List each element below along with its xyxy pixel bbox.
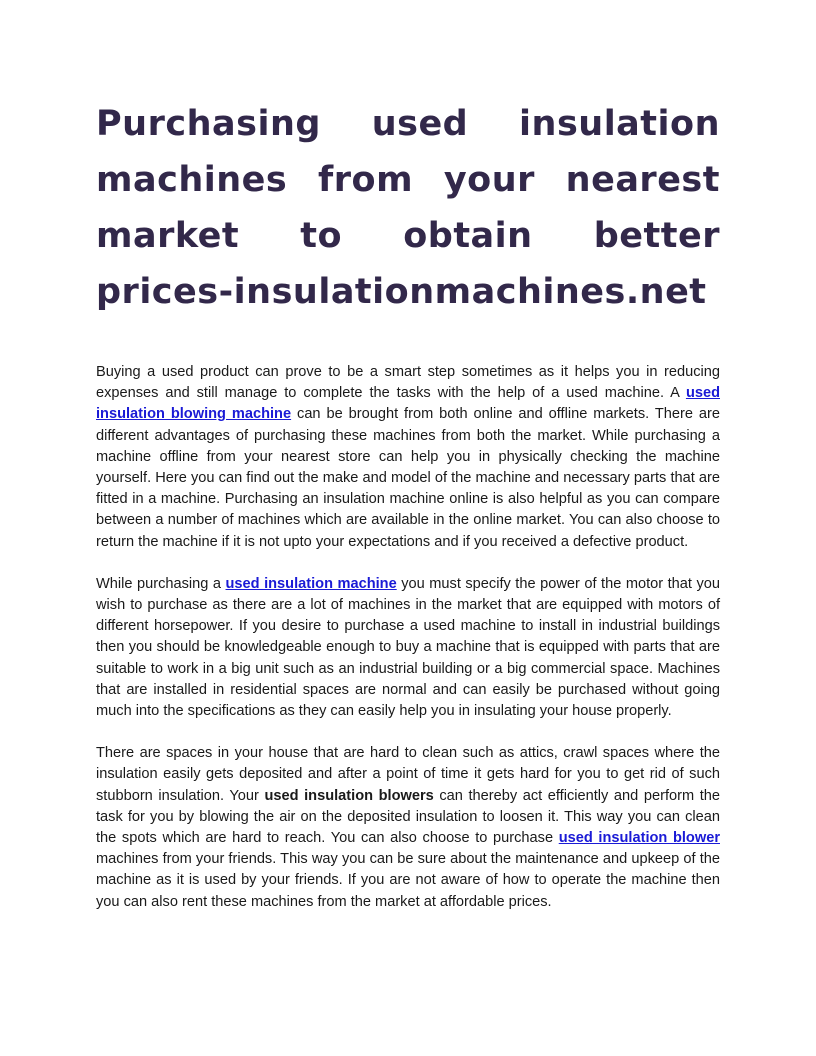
link-used-insulation-blowing-machine[interactable]: used insulation blowing machine bbox=[96, 385, 720, 423]
bold-used-insulation-blowers: used insulation blowers bbox=[264, 787, 434, 804]
link-used-insulation-blower[interactable]: used insulation blower bbox=[558, 830, 720, 847]
paragraph-text: can thereby act efficiently and perform the task for you by blowing the air on the deposited insulation to loosen it. This way you can clean the spots which are hard to reach. You can also choose to purchase bbox=[96, 787, 721, 847]
paragraph-text: can be brought from both online and offline markets. There are different advantages of purchasing these machines from both the market. While purchasing a machine offline from your nearest store can help you in physically checking the machine yourself. Here you can find out the make and model of the machine and necessary parts that are fitted in a machine. Purchasing an insulation machine online is also helpful as you can compare between a number of machines which are available in the online market. You can also choose to return the machine if it is not upto your expectations and if you received a defective product. bbox=[96, 406, 720, 550]
paragraph-text: While purchasing a bbox=[96, 575, 226, 592]
page-title: Purchasing used insulation machines from your nearest market to obtain better prices-insulationmachines.net bbox=[96, 104, 720, 312]
paragraph-text: There are spaces in your house that are hard to clean such as attics, crawl spaces where the insulation easily gets deposited and after a point of time it gets hard for you to get rid of such stubborn insulation. Your bbox=[96, 745, 720, 804]
paragraph-text: Buying a used product can prove to be a smart step sometimes as it helps you in reducing expenses and still manage to complete the tasks with the help of a used machine. A bbox=[96, 364, 720, 402]
paragraph-cleaning-spaces bbox=[96, 743, 720, 913]
paragraph-intro bbox=[96, 362, 720, 553]
document-page bbox=[96, 96, 720, 934]
paragraph-text: you must specify the power of the motor that you wish to purchase as there are a lot of machines in the market that are equipped with motors of different horsepower. If you desire to purchase a used machine to install in industrial buildings then you should be knowledgeable enough to buy a machine that is equipped with parts that are suitable to work in a big unit such as an industrial building or a big commercial space. Machines that are installed in residential spaces are normal and can easily be purchased without going much into the specifications as they can easily help you in insulating your house properly. bbox=[96, 575, 720, 720]
link-used-insulation-machine[interactable]: used insulation machine bbox=[225, 575, 397, 592]
paragraph-motor-power bbox=[96, 574, 720, 722]
paragraph-text: machines from your friends. This way you can be sure about the maintenance and upkeep of the machine as it is used by your friends. If you are not aware of how to operate the machine then you can also rent these machines from the market at affordable prices. bbox=[96, 851, 720, 910]
